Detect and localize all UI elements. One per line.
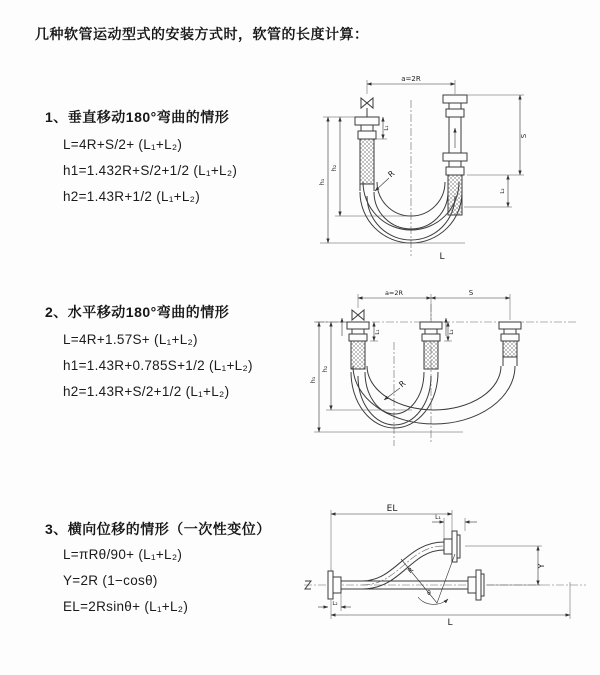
d1-radius-label: R <box>386 168 397 180</box>
section-2-heading: 2、水平移动180°弯曲的情形 <box>45 304 230 320</box>
d1-dim-l1-label: L₁ <box>384 125 390 131</box>
d3-dim-l2 <box>318 593 351 611</box>
section-2-formula-h2: h2=1.43R+S/2+1/2 (L₁+L₂) <box>63 384 230 399</box>
d1-dim-s <box>467 95 528 175</box>
d2-dim-h1-label: h₁ <box>309 376 317 384</box>
d2-dim-l2 <box>444 322 455 341</box>
d1-length-label: L <box>439 252 445 262</box>
d3-dim-l1-label: L₁ <box>435 514 441 521</box>
d1-radius-callout <box>375 169 397 191</box>
d2-radius-label: R <box>397 378 408 390</box>
d1-dim-h1-label: h₁ <box>318 178 326 186</box>
d1-dim-h2-label: h₂ <box>330 164 338 172</box>
d2-valve-icon <box>352 310 364 320</box>
d2-dim-s-label: S <box>468 289 474 297</box>
d3-angle-label: θ <box>427 590 431 597</box>
section-3-heading: 3、横向位移的情形（一次性变位） <box>45 521 271 537</box>
section-3-formula-L: L=πRθ/90+ (L₁+L₂) <box>63 547 183 562</box>
d2-middle-fitting <box>420 318 446 369</box>
d3-dim-l2-label: L₂ <box>332 601 338 607</box>
d3-dim-y-label: Y <box>537 563 546 569</box>
diagram-1-vertical-movement <box>315 70 590 262</box>
section-2-formula-L: L=4R+1.57S+ (L₁+L₂) <box>63 332 198 347</box>
d3-dim-el <box>331 504 452 571</box>
section-1-formula-L: L=4R+S/2+ (L₁+L₂) <box>63 137 183 152</box>
d1-dim-s-label: S <box>520 133 528 139</box>
d3-dim-el-label: EL <box>386 504 398 514</box>
d1-dim-top-label: a=2R <box>401 75 421 83</box>
d3-radius-label: R <box>406 565 416 576</box>
d1-dim-l2-label: L₂ <box>500 188 506 194</box>
d2-dim-top-label: a=2R <box>384 289 404 297</box>
d2-radius-callout <box>384 379 408 400</box>
diagram-2-horizontal-movement <box>308 284 586 454</box>
d2-dim-l1-label: L₁ <box>375 329 381 335</box>
d1-dim-top <box>367 75 455 94</box>
section-1-heading: 1、垂直移动180°弯曲的情形 <box>45 109 230 125</box>
d1-valve-icon <box>361 98 373 117</box>
page-title: 几种软管运动型式的安装方式时，软管的长度计算： <box>35 26 369 42</box>
section-1-formula-h1: h1=1.432R+S/2+1/2 (L₁+L₂) <box>63 163 238 178</box>
d2-right-fitting <box>499 322 521 357</box>
d2-dim-h2-label: h₂ <box>321 365 329 373</box>
d2-dim-l1 <box>370 322 381 341</box>
section-3-formula-Y: Y=2R (1−cosθ) <box>63 573 158 588</box>
d2-left-fitting <box>342 318 369 369</box>
d2-dim-top <box>358 289 510 320</box>
section-1-formula-h2: h2=1.43R+1/2 (L₁+L₂) <box>63 189 201 204</box>
d1-left-fitting <box>355 117 379 191</box>
section-3-formula-EL: EL=2Rsinθ+ (L₁+L₂) <box>63 599 189 614</box>
diagram-3-lateral-displacement <box>298 502 593 627</box>
d1-dim-l2 <box>464 175 512 207</box>
d3-dim-l-label: L <box>447 618 453 628</box>
d2-dim-l2-label: L₂ <box>449 329 455 335</box>
d3-radius-and-angle <box>401 554 455 604</box>
section-2-formula-h1: h1=1.43R+0.785S+1/2 (L₁+L₂) <box>63 358 253 373</box>
